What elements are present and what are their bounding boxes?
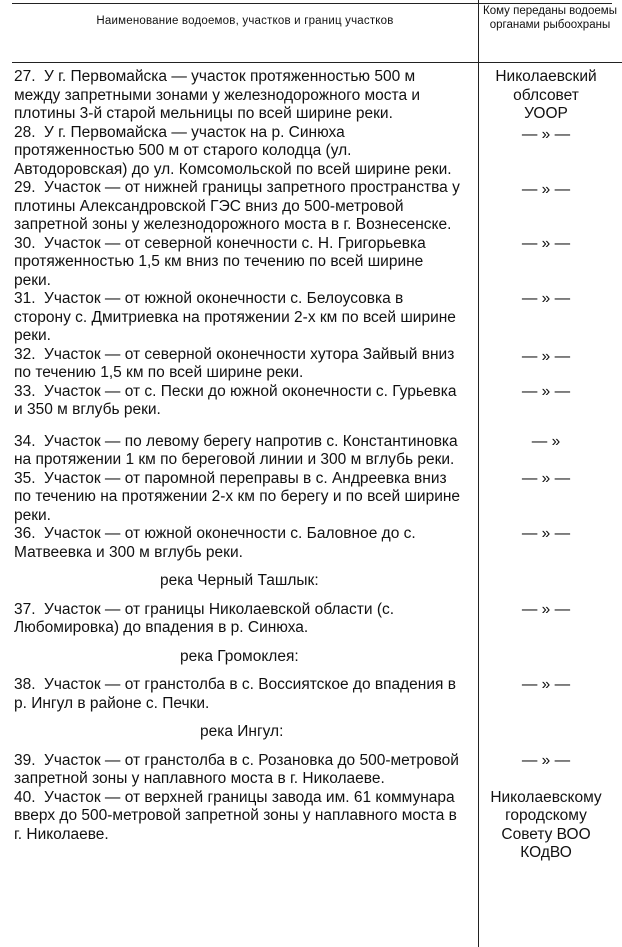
entry-34	[14, 433, 614, 470]
entry-num: 29.	[14, 179, 36, 196]
entry-num: 28.	[14, 123, 36, 141]
entry-num: 37.	[14, 600, 36, 618]
entry-num: 38.	[14, 676, 36, 693]
entry-num: 35.	[14, 469, 36, 487]
river-heading-ingul: река Ингул:	[200, 723, 284, 740]
entry-num: 31.	[14, 290, 36, 307]
entry-num: 34.	[14, 432, 36, 450]
entry-39	[14, 752, 614, 789]
entry-text: Участок — от границы Николаевской области (с. Любомировка) до впадения в р. Синюха.	[14, 600, 395, 636]
entry-agency: — » —	[521, 347, 571, 365]
entry-num: 36.	[14, 525, 36, 542]
entry-text: Участок — от гранстолба в с. Воссиятское до впадения в р. Ингул в районе с. Печки.	[14, 676, 456, 712]
entry-agency: — » —	[521, 290, 571, 307]
header-right: Кому переданы водоемы органами рыбоохраны	[483, 5, 617, 31]
entry-num: 32.	[14, 345, 36, 363]
entry-agency: — » —	[521, 676, 571, 693]
header-rule	[12, 62, 622, 63]
entry-37	[14, 601, 614, 638]
entry-text: Участок — от паромной переправы в с. Андреевка вниз по течению на протяжении 2-х км по берегу и по всей ширине реки.	[14, 469, 461, 524]
river-heading-gromokleya: река Громоклея:	[180, 647, 299, 665]
entry-33	[14, 383, 614, 420]
entry-text: У г. Первомайска — участок протяженностью 500 м между запретными зонами у железнодорожного моста и плотины 3-й старой мельницы по всей ширине реки.	[14, 68, 421, 122]
entry-agency: — » —	[521, 525, 571, 542]
entry-agency: — » —	[521, 382, 571, 400]
entries-list	[14, 68, 614, 863]
entry-text: Участок — от гранстолба в с. Розановка до 500-метровой запретной зоны у наплавного моста в г. Николаеве.	[14, 751, 459, 787]
entry-agency: — » —	[521, 234, 571, 252]
entry-36	[14, 525, 614, 562]
entry-agency: — » —	[521, 469, 571, 487]
entry-text: У г. Первомайска — участок на р. Синюха протяженностью 500 м от старого колодца (ул. Автодоровская) до ул. Комсомольской по всей ширине реки.	[14, 123, 452, 178]
entry-text: Участок — от нижней границы запретного пространства у плотины Александровской ГЭС вниз до 500-метровой запретной зоны у железнодорожного моста в г. Вознесенске.	[14, 179, 460, 233]
entry-agency: Николаевскому городскому Совету ВОО КОдВО	[490, 788, 602, 861]
entry-38	[14, 676, 614, 713]
entry-agency: — » —	[521, 751, 571, 769]
entry-num: 39.	[14, 751, 36, 769]
entry-29	[14, 179, 614, 235]
entry-num: 33.	[14, 382, 36, 400]
entry-text: Участок — от южной оконечности с. Белоусовка в сторону с. Дмитриевка на протяжении 2-х км по всей ширине реки.	[14, 290, 456, 344]
entry-35	[14, 470, 614, 526]
entry-agency: — »	[531, 432, 561, 450]
entry-31	[14, 290, 614, 346]
entry-text: Участок — от северной конечности с. Н. Григорьевка протяженностью 1,5 км вниз по течению по всей ширине реки.	[14, 234, 426, 289]
entry-num: 30.	[14, 234, 36, 252]
entry-agency: — » —	[521, 181, 571, 198]
entry-32	[14, 346, 614, 383]
entry-agency: — » —	[521, 600, 571, 618]
entry-text: Участок — от верхней границы завода им. 61 коммунара вверх до 500-метровой запретной зоны у наплавного моста в г. Николаеве.	[14, 788, 457, 843]
entry-text: Участок — от с. Пески до южной оконечности с. Гурьевка и 350 м вглубь реки.	[14, 382, 457, 418]
entry-text: Участок — по левому берегу напротив с. Константиновка на протяжении 1 км по береговой линии и 300 м вглубь реки.	[14, 432, 458, 468]
river-heading-chernyi-tashlyk: река Черный Ташлык:	[160, 572, 319, 589]
entry-text: Участок — от южной оконечности с. Баловное до с. Матвеевка и 300 м вглубь реки.	[14, 525, 416, 561]
entry-text: Участок — от северной оконечности хутора Зайвый вниз по течению 1,5 км по всей ширине реки.	[14, 345, 455, 381]
entry-num: 27.	[14, 68, 36, 85]
entry-agency: — » —	[521, 125, 571, 143]
entry-28	[14, 124, 614, 180]
header-left: Наименование водоемов, участков и границ участков	[96, 15, 394, 27]
entry-30	[14, 235, 614, 291]
entry-27	[14, 68, 614, 124]
entry-num: 40.	[14, 788, 36, 806]
entry-agency: Николаевский облсовет УООР	[495, 68, 597, 122]
entry-40	[14, 789, 614, 863]
